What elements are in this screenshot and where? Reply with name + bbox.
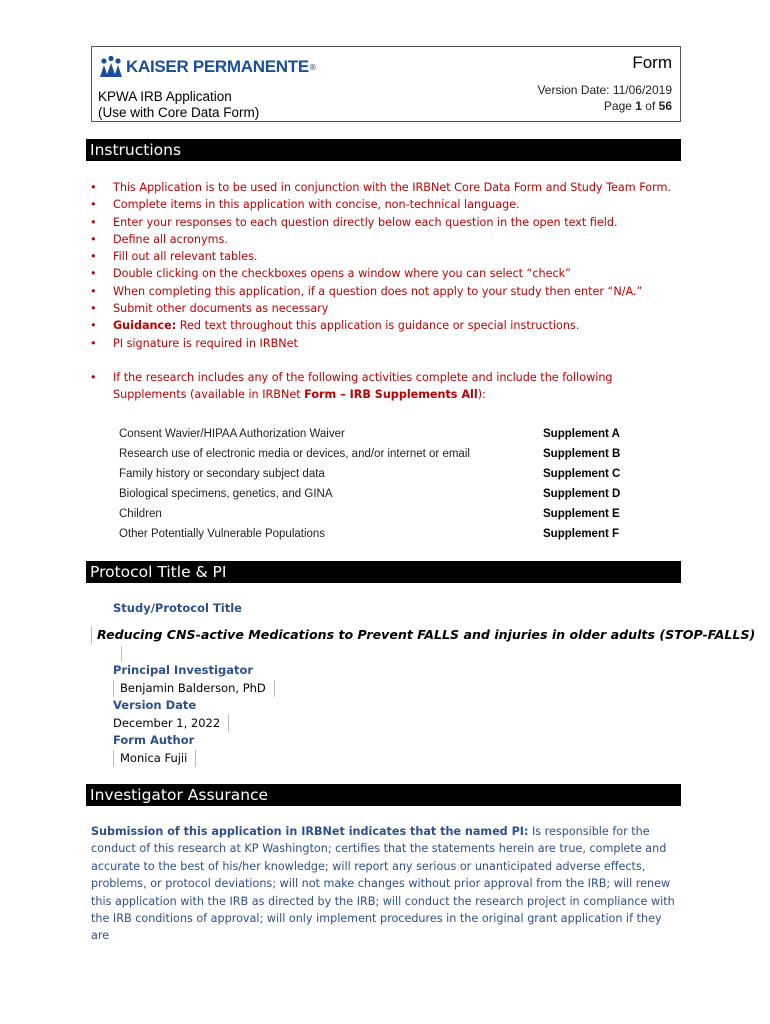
pi-field[interactable]: Benjamin Balderson, PhD [113, 680, 275, 697]
supplement-code: Supplement D [543, 488, 621, 500]
instruction-text: Enter your responses to each question directly below each question in the open text field. [113, 215, 618, 229]
supplement-name: Biological specimens, genetics, and GINA [119, 488, 333, 500]
bullet: • [90, 319, 97, 333]
logo-registered-mark: ® [308, 62, 317, 72]
supplement-name: Consent Wavier/HIPAA Authorization Waiver [119, 428, 345, 440]
supplement-name: Family history or secondary subject data [119, 468, 325, 480]
instruction-text: PI signature is required in IRBNet [113, 336, 298, 350]
form-label: Form [632, 53, 672, 72]
instruction-item [90, 335, 680, 352]
instruction-text: Fill out all relevant tables. [113, 250, 258, 264]
version-date: Version Date: 11/06/2019 [537, 83, 672, 97]
table-row [119, 504, 629, 524]
bullet: • [90, 198, 97, 212]
supplement-name: Research use of electronic media or devices, and/or internet or email [119, 448, 470, 460]
page-current: 1 [635, 99, 642, 113]
instruction-item [90, 265, 680, 282]
instruction-text: This Application is to be used in conjunction with the IRBNet Core Data Form and Study Team Form. [113, 181, 671, 194]
bullet: • [90, 250, 97, 264]
application-title-line2: (Use with Core Data Form) [98, 105, 260, 120]
supplements-form-name: Form – IRB Supplements All [304, 388, 478, 402]
bullet: • [90, 232, 97, 246]
instruction-item [90, 248, 680, 265]
instruction-text: Complete items in this application with concise, non-technical language. [113, 198, 520, 212]
instructions-heading: Instructions [86, 139, 681, 161]
form-author-label: Form Author [113, 733, 195, 747]
version-info [537, 82, 672, 114]
supplements-intro-text: If the research includes any of the following activities complete and include the following Supplements (available in IRBNet [113, 370, 613, 402]
protocol-heading: Protocol Title & PI [86, 561, 681, 583]
instruction-text: Define all acronyms. [113, 232, 228, 246]
guidance-label: Guidance: [113, 319, 177, 333]
page-total: 56 [658, 99, 672, 113]
supplements-intro-end: ): [477, 388, 486, 402]
instruction-item [90, 179, 680, 196]
bullet: • [90, 302, 97, 316]
supplement-name: Children [119, 508, 162, 520]
instruction-text: Submit other documents as necessary [113, 302, 329, 316]
instruction-item [90, 214, 680, 231]
version-date-field[interactable]: December 1, 2022 [107, 715, 229, 732]
bullet: • [90, 267, 97, 281]
version-date-label: Version Date [113, 698, 197, 712]
instruction-item [90, 283, 680, 300]
bullet: • [90, 284, 97, 298]
kaiser-logo-icon [98, 55, 124, 79]
assurance-paragraph [91, 823, 681, 945]
guidance-text: Red text throughout this application is guidance or special instructions. [176, 319, 580, 333]
bullet: • [90, 370, 97, 384]
table-row [119, 524, 629, 544]
supplement-code: Supplement F [543, 528, 620, 540]
table-row [119, 464, 629, 484]
page-prefix: Page [603, 99, 636, 113]
instruction-text: When completing this application, if a question does not apply to your study then enter “N/A.” [113, 284, 643, 298]
application-title [98, 89, 259, 121]
pi-field-wrap [113, 680, 275, 697]
supplements-table [119, 424, 629, 544]
study-title-label: Study/Protocol Title [113, 601, 242, 615]
instruction-item [90, 300, 680, 317]
instruction-item [90, 196, 680, 213]
assurance-heading: Investigator Assurance [86, 784, 681, 806]
supplement-code: Supplement B [543, 448, 621, 460]
document-header [91, 46, 681, 122]
table-row [119, 424, 629, 444]
page-number [537, 98, 672, 114]
study-title-field[interactable]: Reducing CNS-active Medications to Prevent FALLS and injuries in older adults (STOP-FALLS) [91, 626, 755, 644]
logo-text: KAISER PERMANENTE [126, 57, 309, 76]
supplement-code: Supplement A [543, 428, 620, 440]
application-title-line1: KPWA IRB Application [98, 89, 232, 104]
form-author-field-wrap [113, 750, 196, 767]
bullet: • [90, 215, 97, 229]
pi-label: Principal Investigator [113, 663, 254, 677]
supplement-code: Supplement E [543, 508, 620, 520]
page-of: of [641, 99, 659, 113]
instruction-text: Double clicking on the checkboxes opens a window where you can select “check” [113, 267, 571, 281]
version-date-field-wrap [107, 715, 229, 732]
supplement-code: Supplement C [543, 468, 621, 480]
instruction-item-guidance [90, 317, 680, 334]
bullet: • [90, 336, 97, 350]
kaiser-logo [98, 55, 317, 79]
bullet: • [90, 181, 97, 194]
assurance-lead: Submission of this application in IRBNet indicates that the named PI: [91, 825, 529, 838]
supplement-name: Other Potentially Vulnerable Populations [119, 528, 326, 540]
table-row [119, 444, 629, 464]
instruction-item [90, 231, 680, 248]
assurance-body: Is responsible for the conduct of this research at KP Washington; certifies that the statements herein are true, complete and accurate to the best of his/her knowledge; will report any serious or unanticipated adverse effects, problems, or protocol deviations; will not make changes without prior approval from the IRB; will renew this application with the IRB as directed by the IRB; will conduct the research project in compliance with the IRB conditions of approval; will only implement procedures in the original grant application if they are [91, 825, 675, 943]
instructions-list [90, 179, 680, 404]
form-author-field[interactable]: Monica Fujii [113, 750, 196, 767]
field-border [121, 646, 122, 662]
instruction-item-supplements [90, 369, 680, 404]
table-row [119, 484, 629, 504]
